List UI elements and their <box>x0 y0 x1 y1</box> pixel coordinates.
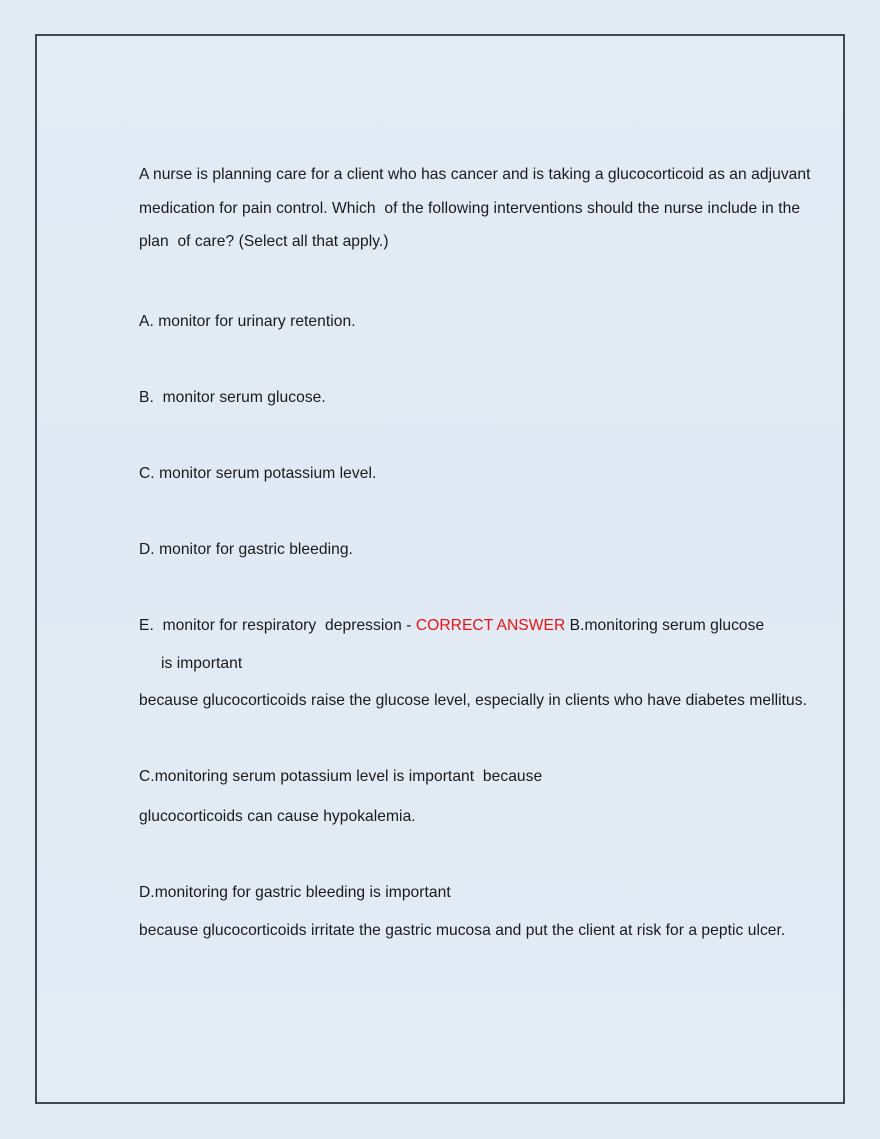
answer-option-a[interactable]: A. monitor for urinary retention. <box>139 312 356 330</box>
answer-option-b[interactable]: B. monitor serum glucose. <box>139 388 326 406</box>
question-stem: A nurse is planning care for a client who has cancer and is taking a glucocorticoid as an adjuvant medication for pain control. Which of the following interventions should the nurse include in the plan of care? (Select all that apply.) <box>139 166 815 250</box>
rationale-c-line-2: glucocorticoids can cause hypokalemia. <box>139 807 416 825</box>
rationale-b: because glucocorticoids raise the glucose level, especially in clients who have diabetes mellitus. <box>139 691 807 709</box>
rationale-d-line-2: because glucocorticoids irritate the gastric mucosa and put the client at risk for a peptic ulcer. <box>139 921 786 939</box>
rationale-d-line-1: D.monitoring for gastric bleeding is important <box>139 884 451 901</box>
correct-answer-badge: CORRECT ANSWER <box>415 616 566 634</box>
answer-option-e-block <box>139 614 829 676</box>
answer-option-e-continuation: is important <box>161 654 243 672</box>
answer-options-list <box>139 310 829 562</box>
rationale-c-line-1: C.monitoring serum potassium level is important because <box>139 768 543 785</box>
answer-option-e-lead: E. monitor for respiratory depression - <box>139 616 416 634</box>
page-border-frame <box>35 34 845 1104</box>
answer-option-c[interactable]: C. monitor serum potassium level. <box>139 464 377 482</box>
answer-option-d[interactable]: D. monitor for gastric bleeding. <box>139 540 353 558</box>
document-content <box>139 158 829 943</box>
answer-option-e-trail: B.monitoring serum glucose <box>565 616 765 634</box>
answer-option-e[interactable] <box>139 614 829 638</box>
